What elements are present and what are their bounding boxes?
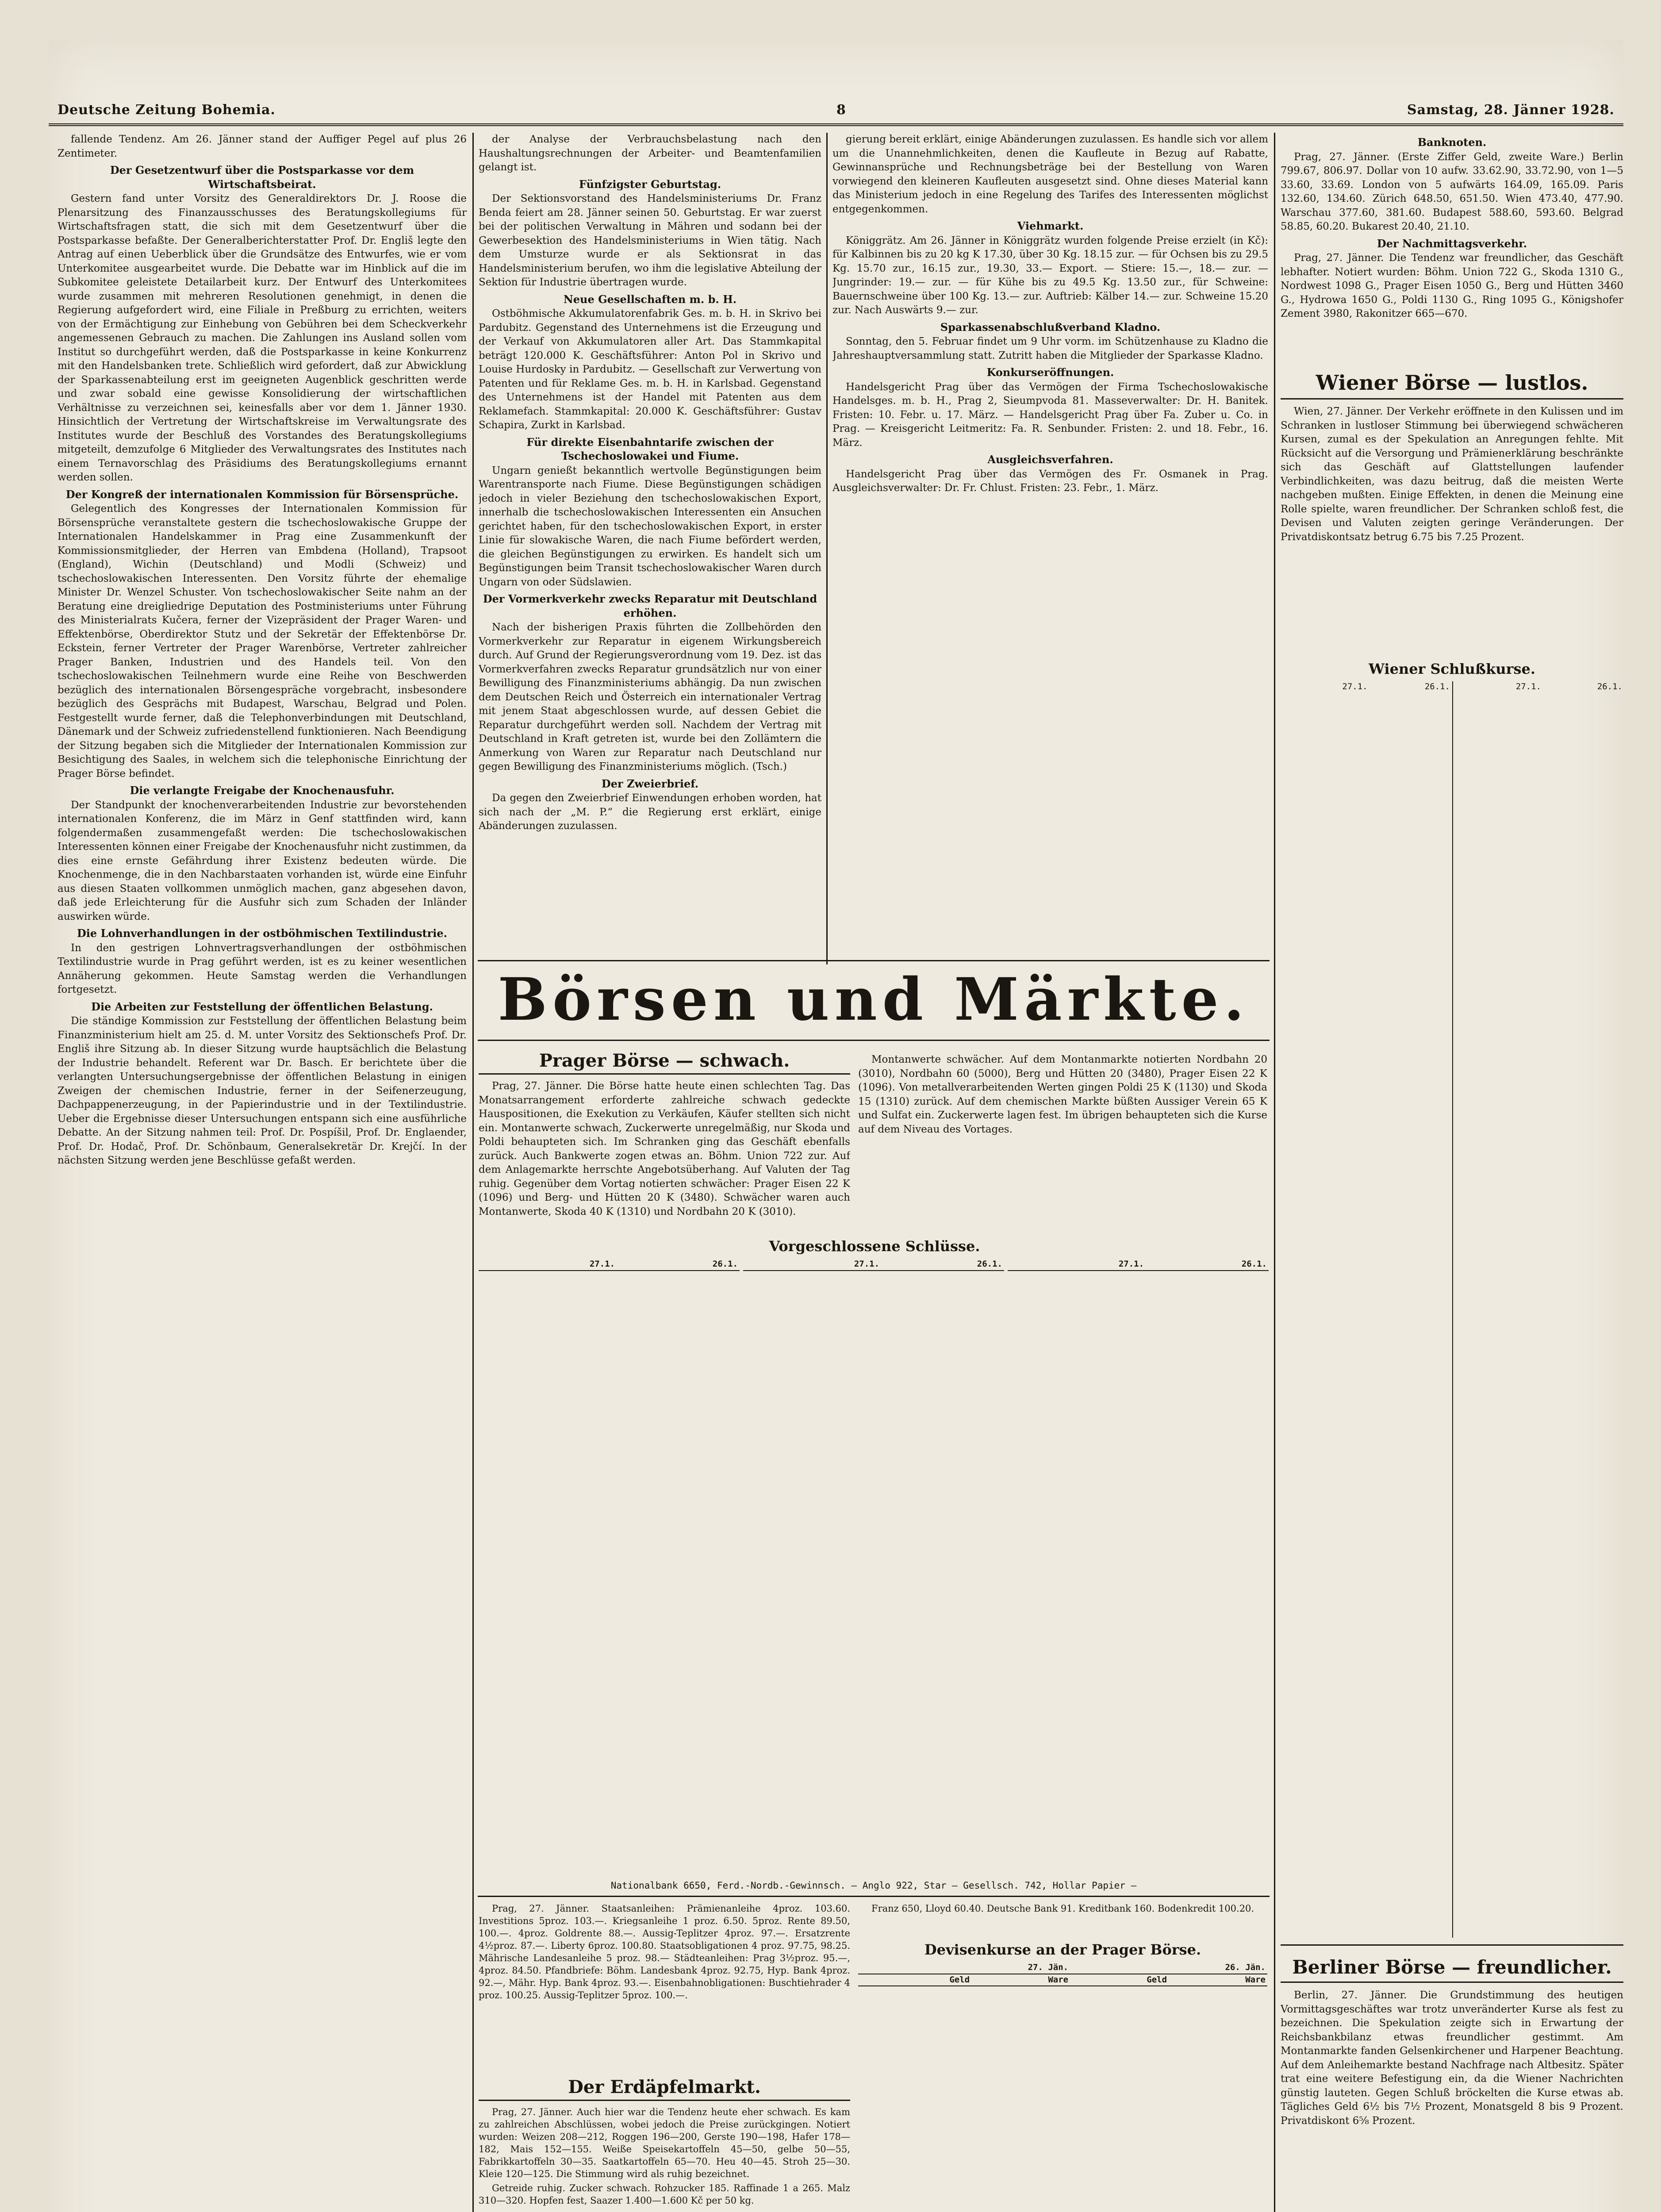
article-text: der Analyse der Verbrauchsbelastung nach den Haushaltungsrechnungen der Arbeiter- und Beamtenfamilien gelangt ist. (479, 134, 821, 173)
article-text: Ungarn genießt bekanntlich wertvolle Begünstigungen beim Warentransporte nach Fiume. Diese Begünstigungen schädigen jedoch in vieler Beziehung den tschechoslowakischen Export, innerhalb die tschechoslowakischen Interessenten ein Ansuchen gerichtet haben, für den tschechoslowakischen Export, in erster Linie für slowakische Waren, die nach Fiume befördert werden, die gleichen Begünstigungen zu erwirken. Es handelt sich um Begünstigungen beim Transit tschechoslowakischer Waren durch Ungarn von oder Südslawien. (479, 465, 821, 588)
article-text: Prag, 27. Jänner. Staatsanleihen: Prämienanleihe 4proz. 103.60. Investitions 5proz. 103.—. Kriegsanleihe 1 proz. 6.50. 5proz. Rente 89.50, 100.—. 4proz. Goldrente 88.—. Aussig-Teplitzer 4proz. 97.—. Ersatzrente 4½proz. 87.—. Liberty 6proz. 100.80. Staatsobligationen 4 proz. 97.75, 98.25. Mährische Landesanleihe 5 proz. 98.— Städteanleihen: Prag 3½proz. 95.—, 4proz. 84.50. Pfandbriefe: Böhm. Landesbank 4proz. 92.75, Hyp. Bank 4proz. 92.—, Mähr. Hyp. Bank 4proz. 93.—. Eisenbahnobligationen: Buschtiehrader 4 proz. 100.25. Aussig-Teplitzer 5proz. 100.—. (479, 1903, 850, 2001)
vorboerse-table-1: 27.1. 26.1. (479, 1259, 740, 1878)
article-text: Handelsgericht Prag über das Vermögen der Firma Tschechoslowakische Handelsges. m. b. H., Prag 2, Sieumpvoda 81. Masseverwalter: Dr. H. Banitek. Fristen: 10. Febr. u. 17. März. — Handelsgericht Prag über Fa. Zuber u. Co. in Prag. — Kreisgericht Leitmeritz: Fa. R. Senbunder. Fristen: 2. und 18. Febr., 16. März. (832, 381, 1268, 449)
article-text: Handelsgericht Prag über das Vermögen des Fr. Osmanek in Prag. Ausgleichsverwalter: Dr. Fr. Chlust. Fristen: 23. Febr., 1. März. (832, 468, 1268, 494)
article-text: Gestern fand unter Vorsitz des Generaldirektors Dr. J. Roose die Plenarsitzung des Finanzausschusses des Beratungskollegiums für Wirtschaftsfragen statt, die sich mit dem Gesetzentwurf über die Postsparkasse befaßte. Der Generalberichterstatter Prof. Dr. Engliš legte den Antrag auf einen Ueberblick über die Grundsätze des Entwurfes, wie er vom Unterkomitee ausgearbeitet wurde. Die Debatte war im Hinblick auf die im Subkomitee geleistete Detailarbeit kurz. Der Entwurf des Unterkomitees wurde zusammen mit mehreren Resolutionen genehmigt, in denen die Regierung aufgefordert wird, eine Filiale in Preßburg zu errichten, weiters von der Ermächtigung zur Einhebung von Gebühren bei dem Scheckverkehr angemessenen Gebrauch zu machen. Die Zahlungen ins Ausland sollen vom Institut so durchgeführt werden, daß die Postsparkasse in keine Konkurrenz mit den Handelsbanken trete. Schließlich wird gefordert, daß zur Abwicklung der Sparkassenabteilung erst im geeigneten Augenblick geschritten werde und zwar sobald eine gewisse Konsolidierung der wirtschaftlichen Verhältnisse zu verzeichnen sei, keinesfalls aber vor dem 1. Jänner 1930. Hinsichtlich der Vertretung der Wirtschaftskreise im Verwaltungsrate des Institutes wurde der Beschluß des Vorstandes des Beratungskollegiums mitgeteilt, demzufolge 6 Mitglieder des Verwaltungsrates des Institutes nach einem Ternavorschlag des Präsidiums des Beratungskollegiums ernannt werden sollen. (58, 193, 467, 483)
article-text: Montanwerte schwächer. Auf dem Montanmarkte notierten Nordbahn 20 (3010), Nordbahn 60 (5000), Berg und Hütten 20 (3480), Prager Eisen 22 K (1096). Von metallverarbeitenden Werten gingen Poldi 25 K (1130) und Skoda 15 (1310) zurück. Auf dem chemischen Markte büßten Aussiger Verein 65 K und Sulfat ein. Zuckerwerte lagen fest. Im übrigen behaupteten sich die Kurse auf dem Niveau des Vortages. (858, 1054, 1267, 1135)
article-text: Franz 650, Lloyd 60.40. Deutsche Bank 91. Kreditbank 160. Bodenkredit 100.20. (871, 1903, 1254, 1914)
section-rule (478, 1896, 1270, 1897)
article-heading: Konkurseröffnungen. (986, 366, 1114, 379)
wiener-kurse-table-1: 27.1. 26.1. (1342, 682, 1450, 691)
column-3 (832, 133, 1268, 956)
devisen-table: 27. Jän. 26. Jän. Geld Ware Geld Ware (858, 1962, 1267, 2212)
column-rule (1452, 681, 1453, 1938)
wiener-boerse-text (1281, 405, 1623, 657)
article-heading: Für direkte Eisenbahntarife zwischen der Tschechoslowakei und Fiume. (526, 435, 774, 462)
prager-boerse-text (479, 1079, 850, 1234)
article-text: Sonntag, den 5. Februar findet um 9 Uhr vorm. im Schützenhause zu Kladno die Jahreshauptversammlung statt. Zutritt haben die Mitglieder der Sparkasse Kladno. (832, 336, 1268, 361)
article-text: Ostböhmische Akkumulatorenfabrik Ges. m. b. H. in Skrivo bei Pardubitz. Gegenstand des Unternehmens ist die Erzeugung und der Verkauf von Akkumulatoren aller Art. Das Stammkapital beträgt 120.000 K. Geschäftsführer: Anton Pol in Skrivo und Louise Hurdosky in Pardubitz. — Gesellschaft zur Verwertung von Patenten und für Reklame Ges. m. b. H. in Karlsbad. Gegenstand des Unternehmens ist der Handel mit Patenten aus dem Reklamefach. Stammkapital: 20.000 K. Geschäftsführer: Gustav Schapira, Zurkt in Karlsbad. (479, 308, 821, 431)
article-text: Prag, 27. Jänner. (Erste Ziffer Geld, zweite Ware.) Berlin 799.67, 806.97. Dollar von 10 aufw. 33.62.90, 33.72.90, von 1—5 33.60, 33.69. London von 5 aufwärts 164.09, 165.09. Paris 132.60, 134.60. Zürich 648.50, 651.50. Wien 473.40, 477.90. Warschau 377.60, 381.60. Budapest 588.60, 593.60. Belgrad 58.85, 60.20. Bukarest 20.40, 21.10. (1281, 151, 1623, 232)
article-text: Königgrätz. Am 26. Jänner in Königgrätz wurden folgende Preise erzielt (in Kč): für Kalbinnen bis zu 20 kg K 17.30, über 30 Kg. 18.15 zur. — für Ochsen bis zu 29.5 Kg. 15.70 zur., 16.15 zur., 19.30, 33.— Export. — Stiere: 15.—, 18.— zur. — Jungrinder: 19.— zur. — für Kühe bis zu 49.5 Kg. 13.50 zur., für Schweine: Bauernschweine über 100 Kg. 13.— zur. Auftrieb: Kälber 14.— zur. Schweine 15.20 zur. Nach Auswärts 9.— zur. (832, 234, 1268, 316)
prager-boerse-title: Prager Börse — schwach. (479, 1048, 850, 1075)
section-banner: Börsen und Märkte. (498, 965, 1250, 1034)
nationalbank-line: Nationalbank 6650, Ferd.-Nordb.-Gewinnsch. — Anglo 922, Star — Gesellsch. 742, Hollar Papier — (610, 1880, 1137, 1891)
article-heading: Der Vormerkverkehr zwecks Reparatur mit Deutschland erhöhen. (483, 592, 817, 619)
article-text: fallende Tendenz. Am 26. Jänner stand der Auffiger Pegel auf plus 26 Zentimeter. (58, 134, 467, 159)
article-heading: Der Nachmittagsverkehr. (1377, 237, 1527, 250)
article-heading: Der Kongreß der internationalen Kommission für Börsensprüche. (65, 488, 459, 501)
wiener-schlusskurse-title: Wiener Schlußkurse. (1369, 661, 1535, 677)
article-heading: Neue Gesellschaften m. b. H. (563, 292, 737, 306)
devisen-title: Devisenkurse an der Prager Börse. (924, 1941, 1201, 1958)
article-text: Der Sektionsvorstand des Handelsministeriums Dr. Franz Benda feiert am 28. Jänner seinen 50. Geburtstag. Er war zuerst bei der politischen Verwaltung in Mähren und sodann bei der Gewerbesektion des Handelsministeriums in Wien tätig. Nach dem Umsturze wurde er als Sektionsrat in das Handelsministerium berufen, wo ihm die legislative Abteilung der Sektion für Industrie übertragen wurde. (479, 193, 821, 288)
article-text: Da gegen den Zweierbrief Einwendungen erhoben worden, hat sich nach der „M. P.“ die Regierung erst erklärt, einige Abänderungen zuzulassen. (479, 792, 821, 832)
staatsanleihen-text-2 (858, 1902, 1267, 1938)
article-heading: Viehmarkt. (1017, 219, 1084, 232)
article-text: Gelegentlich des Kongresses der Internationalen Kommission für Börsensprüche veranstaltete gestern die tschechoslowakische Gruppe der Internationalen Handelskammer in Prag eine Zusammenkunft der Kommissionsmitglieder, der Herren van Embdena (Holland), Trapsoot (England), Wichin (Deutschland) und Modli (Schweiz) und tschechoslowakischen Interessenten. Den Vorsitz führte der ehemalige Minister Dr. Wenzel Schuster. Von tschechoslowakischer Seite nahm an der Beratung eine dreigliedrige Deputation des Postministeriums unter Führung des Ministerialrats Kučera, ferner der Vizepräsident der Prager Waren- und Effektenbörse, Oberdirektor Stutz und der Sekretär der Effektenbörse Dr. Eckstein, ferner Vertreter der Prager Warenbörse, Vertreter zahlreicher Prager Banken, Industrien und des Handels teil. Von den tschechoslowakischen Teilnehmern wurde eine Reihe von Beschwerden bezüglich des internationalen Börsengespräche vorgebracht, insbesondere bezüglich des Gesprächs mit Budapest, Warschau, Belgrad und Polen. Festgestellt wurde ferner, daß die Telephonverbindungen mit Deutschland, Dänemark und der Schweiz zufriedenstellend funktionieren. Nach Beendigung der Sitzung begaben sich die Mitglieder der Internationalen Kommission zur Besichtigung des Saales, in welchem sich die telephonische Einrichtung der Prager Börse befindet. (58, 503, 467, 780)
article-text: Getreide ruhig. Zucker schwach. Rohzucker 185. Raffinade 1 a 265. Malz 310—320. Hopfen fest, Saazer 1.400—1.600 Kč per 50 kg. (479, 2183, 850, 2206)
article-text: In den gestrigen Lohnvertragsverhandlungen der ostböhmischen Textilindustrie wurde in Prag geführt werden, ist es zu keiner wesentlichen Annäherung gekommen. Heute Samstag werden die Verhandlungen fortgesetzt. (58, 942, 467, 995)
article-heading: Banknoten. (1417, 136, 1487, 149)
prager-boerse-text-2 (858, 1053, 1267, 1234)
column-rule (826, 133, 828, 964)
column-2 (479, 133, 821, 956)
page-number: 8 (836, 102, 846, 118)
issue-date: Samstag, 28. Jänner 1928. (1407, 102, 1615, 118)
article-text: Berlin, 27. Jänner. Die Grundstimmung des heutigen Vormittagsgeschäftes war trotz unveränderter Kurse als fest zu bezeichnen. Die Spekulation zeigte sich in Erwartung der Reichsbankbilanz etwas freundlicher gestimmt. Am Montanmarkte fanden Gelsenkirchener und Harpener Beachtung. Auf dem Anleihemarkte bestand Nachfrage nach Altbesitz. Später trat eine weitere Befestigung ein, da die Wiener Nachrichten günstig lauteten. Gegen Schluß bröckelten die Kurse etwas ab. Tägliches Geld 6½ bis 7½ Prozent, Monatsgeld 8 bis 9 Prozent. Privatdiskont 6⅝ Prozent. (1281, 1989, 1623, 2127)
article-heading: Die Arbeiten zur Feststellung der öffentlichen Belastung. (91, 1000, 433, 1013)
article-heading: Fünfzigster Geburtstag. (579, 177, 721, 191)
vorboerse-title: Vorgeschlossene Schlüsse. (769, 1238, 980, 1255)
erdaepfelmarkt-text (479, 2106, 850, 2212)
article-text: Prag, 27. Jänner. Die Börse hatte heute einen schlechten Tag. Das Monatsarrangement erforderte zahlreiche schwach gedeckte Hauspositionen, die Exekution zu Verkäufen, Käufer stellten sich nicht ein. Montanwerte schwach, Zuckerwerte unregelmäßig, nur Skoda und Poldi behaupteten sich. Im Schranken ging das Geschäft ebenfalls zurück. Auch Bankwerte zogen etwas an. Böhm. Union 722 zur. Auf dem Anlagemarkte herrschte Angebotsüberhang. Auf Valuten der Tag ruhig. Gegenüber dem Vortag notierten schwächer: Prager Eisen 22 K (1096) und Berg- und Hütten 20 K (3480). Schwächer waren auch Montanwerte, Skoda 40 K (1310) und Nordbahn 20 K (3010). (479, 1080, 850, 1217)
article-text: Die ständige Kommission zur Feststellung der öffentlichen Belastung beim Finanzministerium hielt am 25. d. M. unter Vorsitz des Sektionschefs Prof. Dr. Engliš ihre Sitzung ab. In dieser Sitzung wurde hauptsächlich die Belastung der Industrie behandelt. Referent war Dr. Basch. Er berichtete über die verlangten Untersuchungsergebnisse der öffentlichen Belastung in einigen Zweigen der chemischen Industrie, ferner in der Seifenerzeugung, Dachpappenerzeugung, in der Papierindustrie und in der Textilindustrie. Ueber die Ergebnisse dieser Untersuchungen entspann sich eine ausführliche Debatte. An der Sitzung nahmen teil: Prof. Dr. Pospíšil, Prof. Dr. Englaender, Prof. Dr. Hodač, Prof. Dr. Schönbaum, Generalsekretär Dr. Krejčí. In der nächsten Sitzung werden jene Beschlüsse gefaßt werden. (58, 1015, 467, 1166)
article-text: Prag, 27. Jänner. Die Tendenz war freundlicher, das Geschäft lebhafter. Notiert wurden: Böhm. Union 722 G., Skoda 1310 G., Nordwest 1098 G., Prager Eisen 1050 G., Berg und Hütten 3460 G., Hydrowa 1650 G., Poldi 1130 G., Ring 1095 G., Königshofer Zement 3980, Rakonitzer 665—670. (1281, 252, 1623, 319)
column-4-top (1281, 133, 1623, 363)
article-text: Der Standpunkt der knochenverarbeitenden Industrie zur bevorstehenden internationalen Konferenz, die im März in Genf stattfinden wird, kann folgendermaßen zusammengefaßt werden: Die tschechoslowakischen Interessenten können einer Freigabe der Knochenausfuhr nicht zustimmen, da dies eine ernste Gefährdung ihrer Existenz bedeuten würde. Die Knochenmenge, die in den Nachbarstaaten vorhanden ist, würde eine Einfuhr aus diesen Staaten vollkommen unmöglich machen, ganz abgesehen davon, daß jede Erleichterung für die Ausfuhr sich zum Schaden der Inländer auswirken würde. (58, 799, 467, 922)
column-rule (1274, 133, 1275, 2212)
erdaepfelmarkt-title: Der Erdäpfelmarkt. (479, 2075, 850, 2101)
banner-rule-top (478, 960, 1270, 961)
staatsanleihen-text (479, 1902, 850, 2070)
article-text: Prag, 27. Jänner. Auch hier war die Tendenz heute eher schwach. Es kam zu zahlreichen Abschlüssen, wobei jedoch die Preise zurückgingen. Notiert wurden: Weizen 208—212, Roggen 196—200, Gerste 190—198, Hafer 178—182, Mais 152—155. Weiße Speisekartoffeln 45—50, gelbe 50—55, Fabrikkartoffeln 30—35. Saatkartoffeln 65—70. Heu 40—45. Stroh 25—30. Kleie 120—125. Die Stimmung wird als ruhig bezeichnet. (479, 2107, 850, 2179)
newspaper-name: Deutsche Zeitung Bohemia. (58, 102, 276, 118)
banner-rule-bottom (478, 1040, 1270, 1041)
page-header (49, 100, 1623, 126)
article-heading: Ausgleichsverfahren. (987, 453, 1113, 466)
column-1 (58, 133, 467, 2212)
section-rule (1281, 1944, 1623, 1946)
vorboerse-table-2: 27.1. 26.1. (743, 1259, 1004, 1878)
article-heading: Der Zweierbrief. (601, 777, 699, 790)
vorboerse-table-3: 27.1. 26.1. (1008, 1259, 1269, 1878)
berliner-boerse-text (1281, 1989, 1623, 2212)
article-heading: Die Lohnverhandlungen in der ostböhmischen Textilindustrie. (77, 927, 448, 940)
article-text: Wien, 27. Jänner. Der Verkehr eröffnete in den Kulissen und im Schranken in lustloser Stimmung bei überwiegend schwächeren Kursen, zumal es der Spekulation an Anregungen fehlte. Mit Rücksicht auf die Versorgung und Prämienerklärung beschränkte sich das Geschäft auf Glattstellungen laufender Verbindlichkeiten, was dazu beitrug, daß die meisten Werte nachgeben mußten. Einige Effekten, in denen die Meinung eine Rolle spielte, waren freundlicher. Der Schranken schloß fest, die Devisen und Valuten zeigten geringe Veränderungen. Der Privatdiskontsatz betrug 6.75 bis 7.25 Prozent. (1281, 406, 1623, 543)
article-heading: Sparkassenabschlußverband Kladno. (940, 320, 1161, 334)
article-heading: Der Gesetzentwurf über die Postsparkasse vor dem Wirtschaftsbeirat. (110, 164, 414, 191)
berliner-boerse-title: Berliner Börse — freundlicher. (1281, 1953, 1623, 1983)
article-text: Nach der bisherigen Praxis führten die Zollbehörden den Vormerkverkehr zur Reparatur in eigenem Wirkungsbereich durch. Auf Grund der Regierungsverordnung vom 19. Dez. ist das Vormerkverfahren zwecks Reparatur grundsätzlich nur von einer Bewilligung des Finanzministeriums abhängig. Da nun zwischen dem Deutschen Reich und Österreich ein internationaler Vertrag mit jenem Staat abgeschlossen wurde, auf dessen Gebiet die Reparatur durchgeführt werden soll. Nachdem der Vertrag mit Deutschland in Kraft getreten ist, wurde bei den Zollämtern die Anmerkung von Waren zur Reparatur nach Deutschland nur gegen Bewilligung des Finanzministeriums möglich. (Tsch.) (479, 622, 821, 772)
article-heading: Die verlangte Freigabe der Knochenausfuhr. (130, 784, 395, 797)
article-text: gierung bereit erklärt, einige Abänderungen zuzulassen. Es handle sich vor allem um die Unannehmlichkeiten, denen die Kaufleute in Bezug auf Rabatte, Gewinnansprüche und Rechnungsbeträge bei der Bestellung von Waren vorwiegend den kleineren Kaufleuten ausgesetzt sind. Ohne dieses Material kann das Ministerium jedoch in eine Regelung des Tarifes des Interessenten möglichst entgegenkommen. (832, 134, 1268, 215)
wiener-boerse-title: Wiener Börse — lustlos. (1281, 367, 1623, 399)
wiener-kurse-table-2: 27.1. 26.1. (1515, 682, 1623, 691)
column-rule (472, 133, 474, 2212)
